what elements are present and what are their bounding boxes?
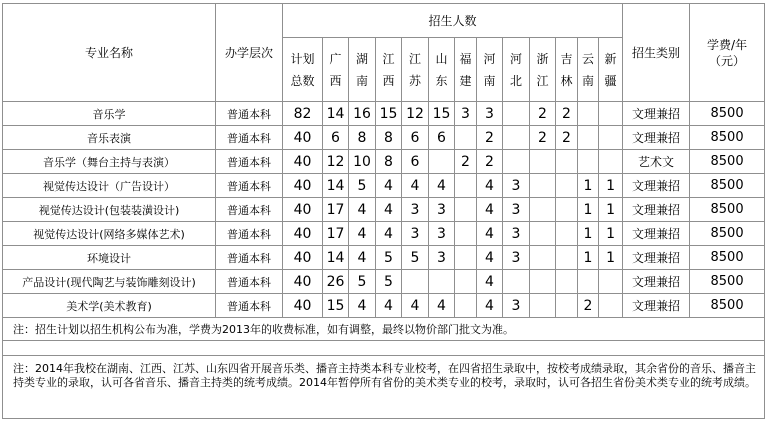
province-count-cell: 2 bbox=[455, 150, 477, 174]
province-count-cell bbox=[578, 270, 599, 294]
province-header-char: 新 bbox=[604, 51, 617, 66]
province-count-cell bbox=[599, 150, 623, 174]
province-count-cell: 3 bbox=[503, 174, 530, 198]
province-count-cell: 4 bbox=[349, 222, 376, 246]
province-header-char: 广 bbox=[329, 51, 342, 66]
province-count-cell: 12 bbox=[323, 150, 349, 174]
province-header bbox=[429, 38, 455, 102]
province-count-cell bbox=[455, 294, 477, 318]
province-count-cell bbox=[402, 270, 429, 294]
enrollment-header: 招生人数 bbox=[283, 4, 623, 38]
province-header-char: 疆 bbox=[604, 73, 617, 88]
level-cell: 普通本科 bbox=[216, 102, 283, 126]
province-count-cell: 1 bbox=[578, 174, 599, 198]
fee-cell: 8500 bbox=[690, 294, 765, 318]
province-header-char: 西 bbox=[329, 73, 342, 88]
province-count-cell bbox=[455, 126, 477, 150]
major-name-cell: 视觉传达设计(包装装潢设计) bbox=[3, 198, 216, 222]
province-count-cell: 8 bbox=[376, 150, 402, 174]
province-count-cell: 3 bbox=[503, 246, 530, 270]
province-count-cell: 6 bbox=[402, 150, 429, 174]
province-count-cell bbox=[530, 174, 556, 198]
province-count-cell: 1 bbox=[599, 246, 623, 270]
province-count-cell bbox=[503, 270, 530, 294]
province-count-cell: 2 bbox=[477, 150, 503, 174]
plan-total-cell: 82 bbox=[283, 102, 323, 126]
note-row-2 bbox=[3, 356, 765, 419]
category-cell: 文理兼招 bbox=[623, 222, 690, 246]
province-count-cell bbox=[530, 198, 556, 222]
table-row bbox=[3, 102, 765, 126]
province-count-cell: 16 bbox=[349, 102, 376, 126]
province-count-cell: 3 bbox=[402, 222, 429, 246]
level-cell: 普通本科 bbox=[216, 150, 283, 174]
province-count-cell: 8 bbox=[349, 126, 376, 150]
plan-total-cell: 40 bbox=[283, 150, 323, 174]
major-name-cell: 美术学(美术教育) bbox=[3, 294, 216, 318]
province-header bbox=[578, 38, 599, 102]
province-count-cell bbox=[455, 270, 477, 294]
province-header-char: 林 bbox=[560, 73, 573, 88]
province-count-cell bbox=[455, 198, 477, 222]
level-header: 办学层次 bbox=[216, 4, 283, 102]
province-count-cell bbox=[503, 102, 530, 126]
province-count-cell: 14 bbox=[323, 102, 349, 126]
province-count-cell: 10 bbox=[349, 150, 376, 174]
province-count-cell: 5 bbox=[349, 174, 376, 198]
province-header-char: 山 bbox=[435, 51, 448, 66]
province-count-cell bbox=[556, 270, 578, 294]
level-cell: 普通本科 bbox=[216, 198, 283, 222]
major-name-cell: 环境设计 bbox=[3, 246, 216, 270]
province-header-char: 湖 bbox=[355, 51, 368, 66]
province-count-cell: 4 bbox=[376, 198, 402, 222]
province-count-cell bbox=[503, 126, 530, 150]
major-name-cell: 音乐表演 bbox=[3, 126, 216, 150]
plan-total-cell: 40 bbox=[283, 246, 323, 270]
table-row bbox=[3, 150, 765, 174]
level-cell: 普通本科 bbox=[216, 294, 283, 318]
category-cell: 文理兼招 bbox=[623, 270, 690, 294]
province-count-cell: 2 bbox=[477, 126, 503, 150]
province-count-cell: 4 bbox=[349, 294, 376, 318]
note-row bbox=[3, 318, 765, 341]
province-count-cell: 4 bbox=[429, 294, 455, 318]
province-count-cell bbox=[503, 150, 530, 174]
table-row bbox=[3, 270, 765, 294]
province-header-char: 江 bbox=[382, 51, 395, 66]
province-header-char: 河 bbox=[483, 51, 496, 66]
category-header: 招生类别 bbox=[623, 4, 690, 102]
province-count-cell: 5 bbox=[376, 270, 402, 294]
province-header bbox=[530, 38, 556, 102]
province-header-char: 江 bbox=[536, 73, 549, 88]
province-header-char: 江 bbox=[408, 51, 421, 66]
level-cell: 普通本科 bbox=[216, 174, 283, 198]
province-count-cell: 3 bbox=[503, 294, 530, 318]
table-row bbox=[3, 294, 765, 318]
province-count-cell: 4 bbox=[477, 294, 503, 318]
province-count-cell bbox=[530, 150, 556, 174]
province-header-char: 西 bbox=[382, 73, 395, 88]
province-header bbox=[402, 38, 429, 102]
province-count-cell bbox=[530, 294, 556, 318]
plan-total-line2: 总数 bbox=[290, 73, 315, 88]
fee-cell: 8500 bbox=[690, 174, 765, 198]
province-header-char: 吉 bbox=[560, 51, 573, 66]
province-count-cell bbox=[556, 150, 578, 174]
province-count-cell: 4 bbox=[477, 270, 503, 294]
province-count-cell: 4 bbox=[429, 174, 455, 198]
province-count-cell: 1 bbox=[578, 222, 599, 246]
province-count-cell: 3 bbox=[503, 198, 530, 222]
table-row bbox=[3, 126, 765, 150]
fee-cell: 8500 bbox=[690, 222, 765, 246]
plan-total-cell: 40 bbox=[283, 126, 323, 150]
plan-total-header bbox=[283, 38, 323, 102]
province-count-cell: 6 bbox=[429, 126, 455, 150]
province-count-cell: 12 bbox=[402, 102, 429, 126]
fee-cell: 8500 bbox=[690, 198, 765, 222]
province-count-cell: 2 bbox=[530, 102, 556, 126]
province-count-cell bbox=[599, 294, 623, 318]
category-cell: 文理兼招 bbox=[623, 174, 690, 198]
level-cell: 普通本科 bbox=[216, 270, 283, 294]
exam-note-text: 注：2014年我校在湖南、江西、江苏、山东四省开展音乐类、播音主持类本科专业校考，在四省招生录取中，按校考成绩录取，其余省份的音乐、播音主持类专业的录取，认可各省音乐、播音主持类的统考成绩。2014年暂停所有省份的美术类专业的校考，录取时，认可各招生省份美术类专业的统考成绩。 bbox=[3, 356, 765, 419]
plan-total-cell: 40 bbox=[283, 270, 323, 294]
plan-total-line1: 计划 bbox=[290, 51, 315, 66]
category-cell: 艺术文 bbox=[623, 150, 690, 174]
fee-cell: 8500 bbox=[690, 150, 765, 174]
province-count-cell: 3 bbox=[503, 222, 530, 246]
category-cell: 文理兼招 bbox=[623, 198, 690, 222]
province-count-cell: 17 bbox=[323, 198, 349, 222]
province-count-cell: 5 bbox=[402, 246, 429, 270]
major-name-cell: 音乐学（舞台主持与表演） bbox=[3, 150, 216, 174]
province-header-char: 北 bbox=[509, 73, 522, 88]
province-header-char: 南 bbox=[355, 73, 368, 88]
province-count-cell: 14 bbox=[323, 246, 349, 270]
province-header-char: 东 bbox=[435, 73, 448, 88]
province-count-cell: 4 bbox=[477, 222, 503, 246]
province-count-cell: 3 bbox=[402, 198, 429, 222]
major-name-cell: 视觉传达设计(网络多媒体艺术) bbox=[3, 222, 216, 246]
plan-total-cell: 40 bbox=[283, 222, 323, 246]
province-count-cell: 4 bbox=[402, 294, 429, 318]
level-cell: 普通本科 bbox=[216, 246, 283, 270]
province-count-cell: 8 bbox=[376, 126, 402, 150]
province-count-cell bbox=[429, 270, 455, 294]
province-count-cell bbox=[556, 198, 578, 222]
province-header-char: 苏 bbox=[408, 73, 421, 88]
level-cell: 普通本科 bbox=[216, 222, 283, 246]
province-count-cell: 4 bbox=[402, 174, 429, 198]
plan-total-cell: 40 bbox=[283, 174, 323, 198]
province-count-cell: 6 bbox=[402, 126, 429, 150]
province-count-cell: 15 bbox=[429, 102, 455, 126]
province-count-cell bbox=[455, 222, 477, 246]
spacer-cell bbox=[3, 341, 765, 356]
province-count-cell: 3 bbox=[429, 246, 455, 270]
plan-total-cell: 40 bbox=[283, 198, 323, 222]
province-header-char: 福 bbox=[459, 51, 472, 66]
plan-total-cell: 40 bbox=[283, 294, 323, 318]
province-header-char: 浙 bbox=[536, 51, 549, 66]
province-count-cell: 5 bbox=[349, 270, 376, 294]
province-count-cell: 3 bbox=[429, 222, 455, 246]
province-count-cell: 2 bbox=[556, 102, 578, 126]
major-name-cell: 视觉传达设计（广告设计） bbox=[3, 174, 216, 198]
enrollment-table bbox=[2, 3, 765, 419]
fee-cell: 8500 bbox=[690, 102, 765, 126]
province-header-char: 云 bbox=[581, 51, 594, 66]
major-name-cell: 产品设计(现代陶艺与装饰雕刻设计) bbox=[3, 270, 216, 294]
province-count-cell bbox=[455, 246, 477, 270]
province-count-cell bbox=[578, 126, 599, 150]
province-count-cell: 4 bbox=[349, 198, 376, 222]
header-row-1 bbox=[3, 4, 765, 38]
province-header bbox=[599, 38, 623, 102]
province-count-cell: 3 bbox=[455, 102, 477, 126]
province-count-cell bbox=[578, 150, 599, 174]
province-count-cell: 1 bbox=[599, 222, 623, 246]
province-count-cell: 15 bbox=[323, 294, 349, 318]
province-count-cell: 1 bbox=[599, 198, 623, 222]
category-cell: 文理兼招 bbox=[623, 102, 690, 126]
province-count-cell bbox=[556, 246, 578, 270]
province-count-cell: 4 bbox=[376, 294, 402, 318]
province-header bbox=[503, 38, 530, 102]
fee-header bbox=[690, 4, 765, 102]
province-header bbox=[556, 38, 578, 102]
province-count-cell: 2 bbox=[530, 126, 556, 150]
province-count-cell bbox=[578, 102, 599, 126]
province-count-cell bbox=[599, 270, 623, 294]
province-header bbox=[323, 38, 349, 102]
province-count-cell bbox=[599, 126, 623, 150]
category-cell: 文理兼招 bbox=[623, 246, 690, 270]
province-count-cell: 4 bbox=[477, 246, 503, 270]
province-count-cell: 1 bbox=[578, 246, 599, 270]
province-count-cell bbox=[556, 222, 578, 246]
province-header-char: 建 bbox=[459, 73, 472, 88]
province-count-cell: 14 bbox=[323, 174, 349, 198]
province-count-cell: 4 bbox=[376, 222, 402, 246]
province-header bbox=[376, 38, 402, 102]
province-count-cell: 15 bbox=[376, 102, 402, 126]
province-count-cell bbox=[530, 222, 556, 246]
fee-header-line2: （元） bbox=[709, 53, 746, 68]
province-count-cell: 4 bbox=[349, 246, 376, 270]
province-header bbox=[349, 38, 376, 102]
fee-cell: 8500 bbox=[690, 270, 765, 294]
province-count-cell: 26 bbox=[323, 270, 349, 294]
province-count-cell: 4 bbox=[477, 174, 503, 198]
table-row bbox=[3, 246, 765, 270]
province-count-cell: 2 bbox=[578, 294, 599, 318]
note-text: 注：招生计划以招生机构公布为准，学费为2013年的收费标准，如有调整，最终以物价部门批文为准。 bbox=[3, 318, 765, 341]
table-row bbox=[3, 174, 765, 198]
fee-cell: 8500 bbox=[690, 126, 765, 150]
province-count-cell bbox=[455, 174, 477, 198]
province-header bbox=[455, 38, 477, 102]
level-cell: 普通本科 bbox=[216, 126, 283, 150]
fee-cell: 8500 bbox=[690, 246, 765, 270]
table-row bbox=[3, 222, 765, 246]
category-cell: 文理兼招 bbox=[623, 294, 690, 318]
province-count-cell: 17 bbox=[323, 222, 349, 246]
province-count-cell: 1 bbox=[599, 174, 623, 198]
table-row bbox=[3, 198, 765, 222]
category-cell: 文理兼招 bbox=[623, 126, 690, 150]
spacer-row bbox=[3, 341, 765, 356]
province-count-cell: 3 bbox=[429, 198, 455, 222]
province-count-cell: 3 bbox=[477, 102, 503, 126]
province-header-char: 河 bbox=[509, 51, 522, 66]
province-count-cell bbox=[556, 174, 578, 198]
major-header: 专业名称 bbox=[3, 4, 216, 102]
province-count-cell: 4 bbox=[477, 198, 503, 222]
major-name-cell: 音乐学 bbox=[3, 102, 216, 126]
province-count-cell: 2 bbox=[556, 126, 578, 150]
province-header-char: 南 bbox=[581, 73, 594, 88]
province-header-char: 南 bbox=[483, 73, 496, 88]
province-count-cell bbox=[530, 270, 556, 294]
province-count-cell: 1 bbox=[578, 198, 599, 222]
province-count-cell bbox=[429, 150, 455, 174]
province-count-cell bbox=[556, 294, 578, 318]
province-header bbox=[477, 38, 503, 102]
province-count-cell: 5 bbox=[376, 246, 402, 270]
province-count-cell bbox=[599, 102, 623, 126]
province-count-cell: 6 bbox=[323, 126, 349, 150]
province-count-cell bbox=[530, 246, 556, 270]
fee-header-line1: 学费/年 bbox=[707, 37, 748, 52]
province-count-cell: 4 bbox=[376, 174, 402, 198]
